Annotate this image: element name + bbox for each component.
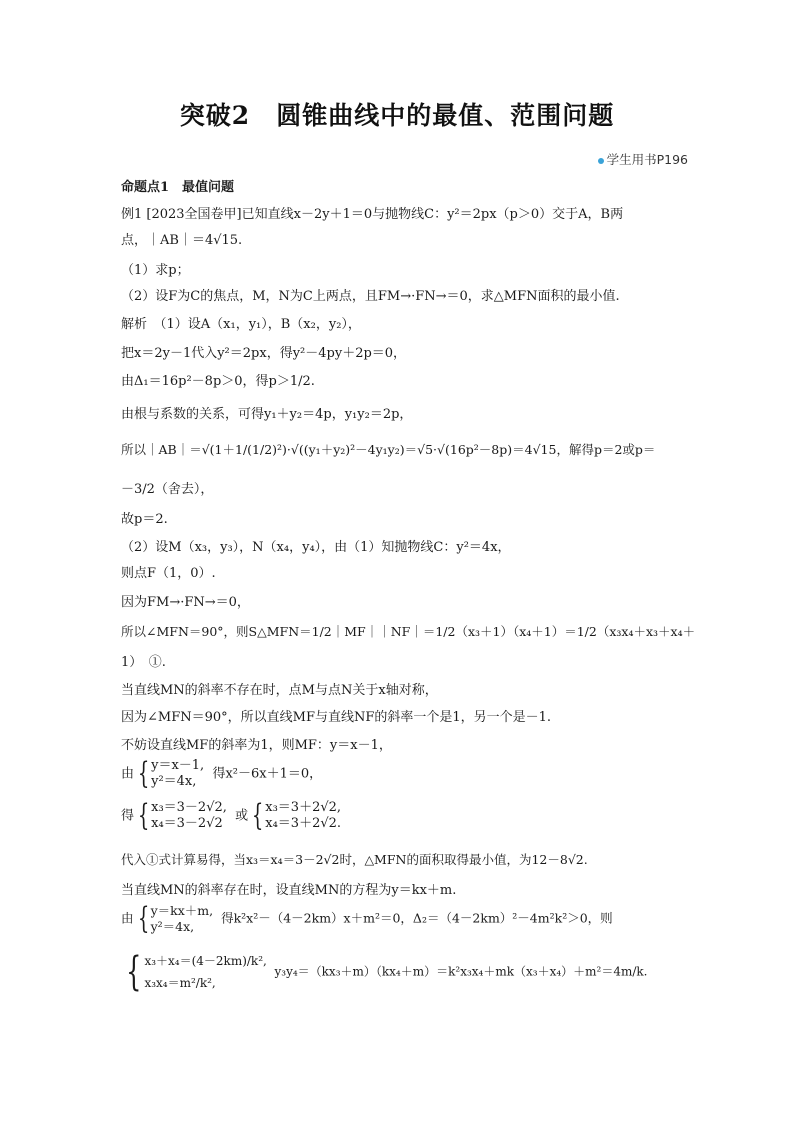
solution-line-2: 把x＝2y－1代入y²＝2px，得y²－4py＋2p＝0， — [121, 346, 407, 361]
equation-system-4 — [121, 950, 648, 994]
solution-stack-a — [151, 800, 227, 832]
solution-line-13: 当直线MN的斜率不存在时，点M与点N关于x轴对称， — [121, 683, 438, 698]
equation-system-3 — [121, 903, 613, 935]
solution-line-14: 因为∠MFN＝90°，所以直线MF与直线NF的斜率一个是1，另一个是－1. — [121, 710, 552, 725]
equation-stack — [151, 903, 214, 935]
left-brace-icon: { — [126, 949, 142, 995]
system-suffix: 得k²x²－（4－2km）x＋m²＝0，Δ₂＝（4－2km）²－4m²k²＞0，则 — [221, 910, 613, 926]
equation: y²＝4x, — [151, 774, 197, 789]
solution-stack-b — [265, 800, 341, 832]
system-prefix: 由 — [121, 910, 134, 926]
equation: y＝x－1, — [151, 758, 205, 773]
solution-line-8: （2）设M（x₃，y₃），N（x₄，y₄），由（1）知抛物线C：y²＝4x， — [121, 540, 511, 555]
solution-line-11: 所以∠MFN＝90°，则S△MFN＝1/2｜MF｜｜NF｜＝1/2（x₃＋1）（x₄＋1）＝1/2（x₃x₄＋x₃＋x₄＋ — [121, 624, 696, 639]
bullet-dot-icon — [598, 158, 604, 164]
solution-line-12: 1） ①. — [121, 655, 166, 670]
system-suffix: 得x²－6x＋1＝0， — [212, 766, 323, 782]
equation-system-2 — [121, 800, 341, 832]
question-1: （1）求p； — [121, 263, 190, 278]
page-title: 突破2 圆锥曲线中的最值、范围问题 — [179, 101, 615, 130]
equation: x₃＋x₄＝(4－2km)/k², — [144, 954, 267, 968]
equation: x₃＝3－2√2, — [151, 800, 227, 815]
solution-line-1: 解析 （1）设A（x₁，y₁），B（x₂，y₂）， — [121, 317, 361, 332]
solution-line-5: 所以｜AB｜＝√(1＋1/(1/2)²)·√((y₁＋y₂)²－4y₁y₂)＝√5·√(16p²－8p)＝4√15，解得p＝2或p＝ — [121, 442, 656, 457]
left-brace-icon: { — [251, 798, 264, 833]
reference-text: 学生用书P196 — [606, 152, 688, 167]
equation: y＝kx＋m, — [150, 903, 214, 918]
solution-line-17: 当直线MN的斜率存在时，设直线MN的方程为y＝kx＋m. — [121, 883, 457, 898]
system-or: 或 — [235, 808, 249, 824]
equation: x₃x₄＝m²/k², — [144, 976, 216, 990]
solution-line-4: 由根与系数的关系，可得y₁＋y₂＝4p，y₁y₂＝2p， — [121, 407, 413, 422]
system-prefix: 由 — [121, 766, 135, 782]
section-heading: 命题点1 最值问题 — [121, 180, 235, 195]
solution-line-7: 故p＝2. — [121, 512, 168, 527]
system-prefix: 得 — [121, 808, 135, 824]
left-brace-icon: { — [137, 901, 149, 936]
equation: x₄＝3－2√2 — [151, 816, 223, 831]
solution-line-9: 则点F（1，0）. — [121, 566, 216, 581]
equation-stack — [144, 950, 266, 994]
equation-system-1 — [121, 758, 322, 790]
solution-line-10: 因为FM→·FN→＝0， — [121, 595, 250, 610]
left-brace-icon: { — [137, 798, 150, 833]
equation: y²＝4x, — [150, 919, 195, 934]
equation-stack — [151, 758, 204, 790]
system-suffix: y₃y₄＝（kx₃＋m）（kx₄＋m）＝k²x₃x₄＋mk（x₃＋x₄）＋m²＝4m/k. — [274, 964, 648, 979]
solution-line-16: 代入①式计算易得，当x₃＝x₄＝3－2√2时，△MFN的面积取得最小值，为12－8√2. — [121, 852, 588, 867]
left-brace-icon: { — [137, 756, 150, 791]
textbook-reference — [598, 150, 688, 168]
example-line-1: 例1 [2023全国卷甲]已知直线x－2y＋1＝0与抛物线C：y²＝2px（p＞0）交于A，B两 — [121, 207, 624, 222]
equation: x₄＝3＋2√2. — [265, 816, 342, 831]
question-2: （2）设F为C的焦点，M，N为C上两点，且FM→·FN→＝0，求△MFN面积的最小值. — [121, 289, 620, 304]
example-line-2: 点，｜AB｜＝4√15. — [121, 233, 243, 248]
solution-line-3: 由Δ₁＝16p²－8p＞0，得p＞1/2. — [121, 374, 315, 389]
solution-line-15: 不妨设直线MF的斜率为1，则MF：y＝x－1， — [121, 738, 392, 753]
equation: x₃＝3＋2√2, — [265, 800, 342, 815]
solution-line-6: －3/2（舍去）， — [121, 482, 214, 497]
